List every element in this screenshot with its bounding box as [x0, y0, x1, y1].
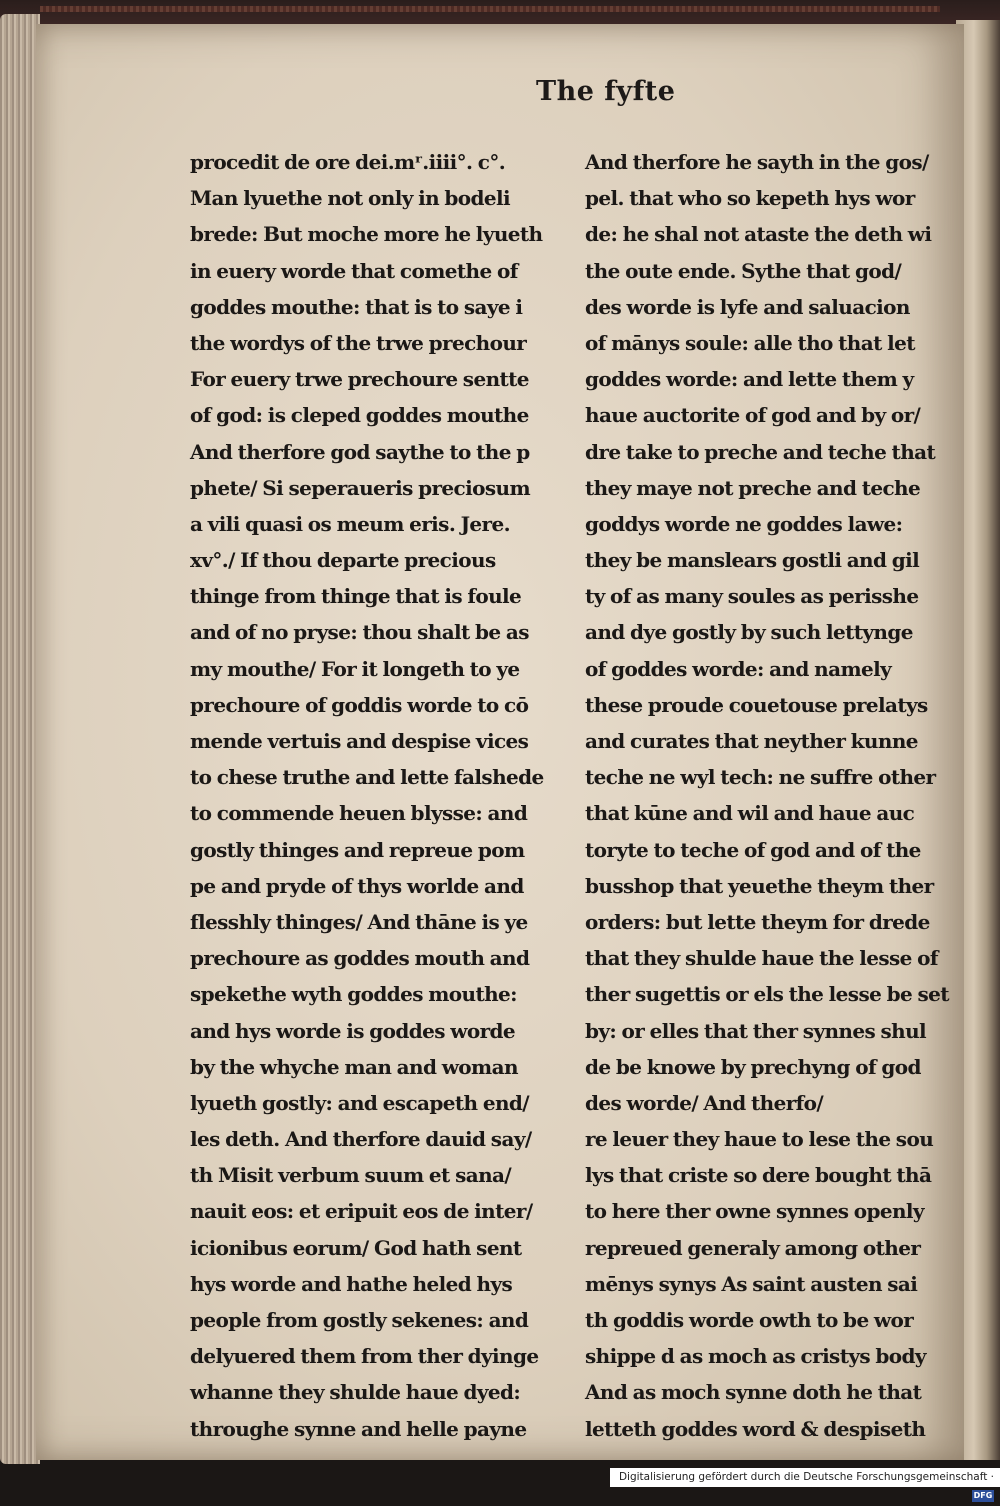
text-line: of god: is cleped goddes mouthe	[190, 403, 529, 428]
text-line: to chese truthe and lette falshede	[190, 765, 544, 790]
text-line: nauit eos: et eripuit eos de inter/	[190, 1199, 533, 1224]
text-line: throughe synne and helle payne	[190, 1416, 527, 1441]
text-line: the wordys of the trwe prechour	[190, 330, 527, 355]
text-line: toryte to teche of god and of the	[585, 837, 921, 862]
text-line: that they shulde haue the lesse of	[585, 946, 938, 971]
text-line: busshop that yeuethe theym ther	[585, 873, 934, 898]
text-line: th Misit verbum suum et sana/	[190, 1163, 512, 1188]
text-line: and dye gostly by such lettynge	[585, 620, 913, 645]
text-line: and hys worde is goddes worde	[190, 1018, 516, 1043]
text-line: For euery trwe prechoure sentte	[190, 367, 529, 392]
text-line: pel. that who so kepeth hys wor	[585, 186, 915, 211]
text-line: these proude couetouse prelatys	[585, 692, 928, 717]
text-line: to commende heuen blysse: and	[190, 801, 528, 826]
text-line: And as moch synne doth he that	[585, 1380, 922, 1405]
text-line: the oute ende. Sythe that god/	[585, 258, 902, 283]
text-line: prechoure of goddis worde to cō	[190, 692, 529, 717]
text-line: they be manslears gostli and gil	[585, 548, 920, 573]
text-line: lys that criste so dere bought thā	[585, 1163, 932, 1188]
text-line: th goddis worde owth to be wor	[585, 1308, 914, 1332]
text-line: by: or elles that ther synnes shul	[585, 1018, 927, 1043]
page-stack-edge	[0, 14, 40, 1464]
text-line: to here ther owne synnes openly	[585, 1199, 924, 1224]
text-line: goddys worde ne goddes lawe:	[585, 511, 903, 536]
digitization-credit	[610, 1468, 1000, 1500]
text-line: orders: but lette theym for drede	[585, 909, 930, 934]
text-line: and of no pryse: thou shalt be as	[190, 620, 529, 645]
text-line: haue auctorite of god and by or/	[585, 403, 921, 428]
right-text-column	[585, 144, 949, 1447]
text-line: shippe d as moch as cristys body	[585, 1344, 926, 1369]
text-line: des worde/ And therfo/	[585, 1090, 824, 1115]
text-line: goddes worde: and lette them y	[585, 367, 914, 392]
text-line: thinge from thinge that is foule	[190, 584, 522, 609]
text-line: goddes mouthe: that is to saye i	[190, 294, 523, 319]
text-line: flesshly thinges/ And thāne is ye	[190, 909, 528, 934]
text-line: of mānys soule: alle tho that let	[585, 330, 915, 355]
text-line: brede: But moche more he lyueth	[190, 222, 543, 247]
text-line: they maye not preche and teche	[585, 475, 921, 500]
text-line: procedit de ore dei.mʳ.iiii°. c°.	[190, 150, 506, 174]
text-line: spekethe wyth goddes mouthe:	[190, 982, 517, 1007]
text-line: Man lyuethe not only in bodeli	[190, 186, 511, 211]
text-line: re leuer they haue to lese the sou	[585, 1127, 934, 1152]
text-line: in euery worde that comethe of	[190, 258, 518, 283]
text-line: icionibus eorum/ God hath sent	[190, 1235, 522, 1260]
text-line: repreued generaly among other	[585, 1235, 921, 1260]
text-line: delyuered them from ther dyinge	[190, 1344, 539, 1369]
text-line: les deth. And therfore dauid say/	[190, 1127, 532, 1152]
text-line: by the whyche man and woman	[190, 1054, 518, 1079]
text-line: a vili quasi os meum eris. Jere.	[190, 511, 510, 536]
text-line: de: he shal not ataste the deth wi	[585, 222, 932, 247]
text-line: phete/ Si seperaueris preciosum	[190, 475, 531, 500]
text-line: xv°./ If thou departe precious	[190, 548, 496, 573]
running-head: The fyfte	[536, 76, 676, 107]
text-line: hys worde and hathe heled hys	[190, 1271, 513, 1296]
text-line: des worde is lyfe and saluacion	[585, 294, 910, 319]
book-cover-top-edge	[0, 0, 1000, 26]
text-line: And therfore he sayth in the gos/	[585, 150, 929, 174]
text-line: letteth goddes word & despiseth	[585, 1416, 926, 1441]
text-line: de be knowe by prechyng of god	[585, 1054, 921, 1079]
text-line: whanne they shulde haue dyed:	[190, 1380, 521, 1405]
dfg-logo-icon: DFG	[973, 1491, 993, 1500]
text-line: prechoure as goddes mouth and	[190, 946, 530, 971]
text-line: dre take to preche and teche that	[585, 439, 936, 464]
text-line: ty of as many soules as perisshe	[585, 584, 919, 609]
text-line: my mouthe/ For it longeth to ye	[190, 656, 520, 681]
text-line: ther sugettis or els the lesse be set	[585, 982, 949, 1007]
text-line: and curates that neyther kunne	[585, 729, 918, 753]
text-line: gostly thinges and repreue pom	[190, 837, 525, 862]
text-line: mende vertuis and despise vices	[190, 729, 529, 753]
credit-text: Digitalisierung gefördert durch die Deutsche Forschungsgemeinschaft ·	[618, 1471, 994, 1483]
text-line: teche ne wyl tech: ne suffre other	[585, 765, 936, 790]
left-text-column	[190, 144, 544, 1447]
text-line: And therfore god saythe to the p	[190, 439, 530, 464]
text-line: of goddes worde: and namely	[585, 656, 892, 681]
text-line: lyueth gostly: and escapeth end/	[190, 1090, 529, 1115]
text-line: that kūne and wil and haue auc	[585, 801, 915, 826]
text-line: mēnys synys As saint austen sai	[585, 1271, 918, 1296]
text-line: pe and pryde of thys worlde and	[190, 873, 524, 898]
text-line: people from gostly sekenes: and	[190, 1308, 529, 1332]
